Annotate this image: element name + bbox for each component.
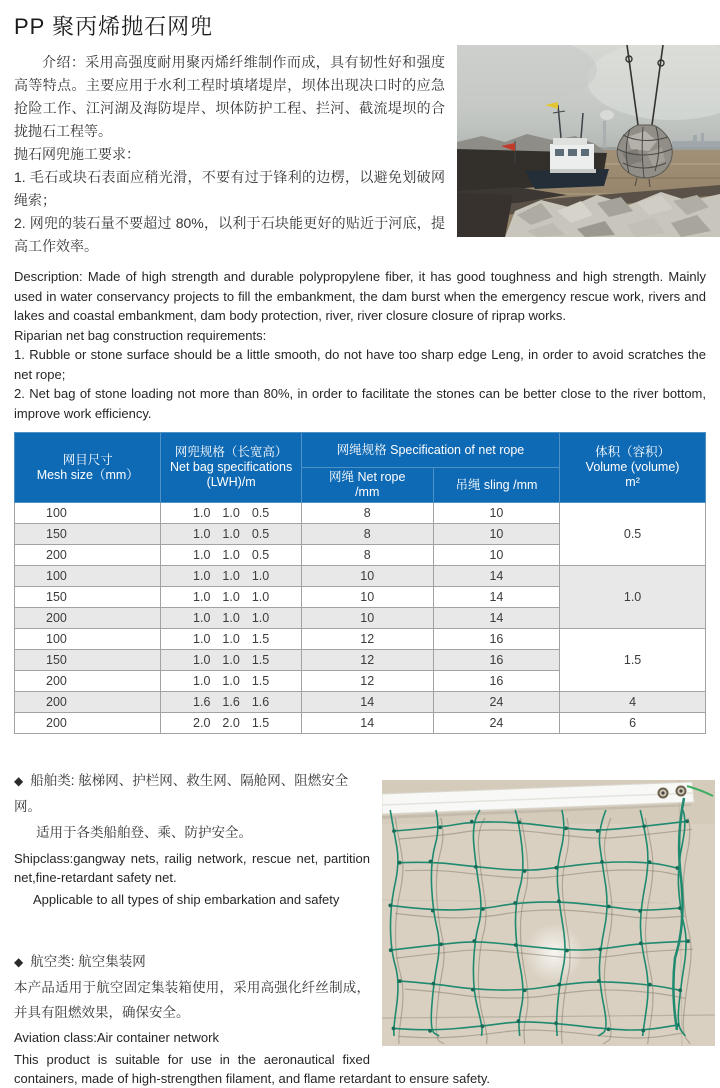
spec-table-body xyxy=(15,503,706,734)
aviation-category-en2: This product is suitable for use in the aeronautical fixed containers, made of high-strengthen filament, and flame retardant to ensure safety. xyxy=(14,1052,490,1086)
mesh-size-cell: 100 xyxy=(15,566,161,587)
net-rope-cell: 12 xyxy=(301,629,433,650)
ship-category-subtitle: 适用于各类船舶登、乘、防护安全。 xyxy=(36,825,252,840)
header-rope-group: 网绳规格 Specification of net rope xyxy=(301,433,559,468)
ship-category-en: Shipclass:gangway nets, railig network, rescue net, partition net,fine-retardant safety net. xyxy=(14,851,370,885)
lwh-cell: 1.0 1.0 0.5 xyxy=(161,545,301,566)
intro-en-p4: 2. Net bag of stone loading not more than 80%, in order to facilitate the stones can be better close to the river bottom, improve work efficiency. xyxy=(14,386,706,421)
spec-table-header xyxy=(15,433,706,503)
mesh-size-cell: 200 xyxy=(15,713,161,734)
sling-cell: 14 xyxy=(433,587,559,608)
categories-section xyxy=(14,768,706,1088)
lwh-cell: 1.0 1.0 1.5 xyxy=(161,629,301,650)
riprap-photo-graphic xyxy=(457,45,720,237)
net-rope-cell: 8 xyxy=(301,545,433,566)
sling-cell: 10 xyxy=(433,524,559,545)
lwh-cell: 1.0 1.0 0.5 xyxy=(161,524,301,545)
sling-cell: 16 xyxy=(433,671,559,692)
spec-row xyxy=(15,713,706,734)
intro-en-p3: 1. Rubble or stone surface should be a little smooth, do not have too sharp edge Leng, in order to avoid scratches the net rope; xyxy=(14,347,706,382)
sling-cell: 14 xyxy=(433,608,559,629)
net-rope-cell: 10 xyxy=(301,608,433,629)
aviation-category-title: ◆ 航空类: 航空集装网 xyxy=(14,954,146,969)
spec-row xyxy=(15,629,706,650)
spec-row xyxy=(15,503,706,524)
intro-en-p1: Description: Made of high strength and durable polypropylene fiber, it has good toughness and high strength. Mainly used in water conservancy projects to fill the embankment, the dam burst when the emergency rescue work, rivers and lakes and coastal embankment, dam body protection, river, river closure closure of riprap works. xyxy=(14,269,706,323)
volume-cell: 0.5 xyxy=(560,503,706,566)
sling-cell: 14 xyxy=(433,566,559,587)
net-rope-cell: 8 xyxy=(301,524,433,545)
lwh-cell: 2.0 2.0 1.5 xyxy=(161,713,301,734)
page-title: PP 聚丙烯抛石网兜 xyxy=(14,14,214,39)
volume-cell: 1.5 xyxy=(560,629,706,692)
net-rope-cell: 14 xyxy=(301,692,433,713)
diamond-bullet-icon: ◆ xyxy=(14,774,24,788)
sling-cell: 16 xyxy=(433,650,559,671)
spec-row xyxy=(15,692,706,713)
lwh-cell: 1.0 1.0 1.5 xyxy=(161,671,301,692)
mesh-size-cell: 150 xyxy=(15,524,161,545)
intro-zh-p4: 2. 网兜的装石量不要超过 80%，以利于石块能更好的贴近于河底，提高工作效率。 xyxy=(14,215,445,254)
intro-section xyxy=(14,51,706,423)
header-bag-spec: 网兜规格（长宽高） Net bag specifications (LWH)/m xyxy=(161,433,301,503)
spec-row xyxy=(15,566,706,587)
mesh-size-cell: 200 xyxy=(15,545,161,566)
sling-cell: 24 xyxy=(433,692,559,713)
mesh-size-cell: 150 xyxy=(15,587,161,608)
ship-category-title: ◆ 船舶类: 舷梯网、护栏网、救生网、隔舱网、阻燃安全网。 xyxy=(14,773,349,814)
lwh-cell: 1.0 1.0 1.5 xyxy=(161,650,301,671)
intro-zh-p1: 介绍：采用高强度耐用聚丙烯纤维制作而成，具有韧性好和强度高等特点。主要应用于水利工程时填堵堤岸，坝体出现决口时的应急抢险工作、江河湖及海防堤岸、坝体防护工程、拦河、截流堤坝的合拢抛石工程等。 xyxy=(14,54,445,139)
sling-cell: 24 xyxy=(433,713,559,734)
net-rope-cell: 14 xyxy=(301,713,433,734)
header-sling: 吊绳 sling /mm xyxy=(433,468,559,503)
net-rope-cell: 8 xyxy=(301,503,433,524)
header-mesh-size: 网目尺寸 Mesh size（mm） xyxy=(15,433,161,503)
sling-cell: 10 xyxy=(433,545,559,566)
mesh-size-cell: 150 xyxy=(15,650,161,671)
lwh-cell: 1.0 1.0 1.0 xyxy=(161,608,301,629)
lwh-cell: 1.0 1.0 1.0 xyxy=(161,587,301,608)
volume-cell: 1.0 xyxy=(560,566,706,629)
volume-cell: 6 xyxy=(560,713,706,734)
intro-en-p2: Riparian net bag construction requirements: xyxy=(14,327,267,343)
net-rope-cell: 10 xyxy=(301,566,433,587)
net-rope-cell: 12 xyxy=(301,671,433,692)
mesh-size-cell: 100 xyxy=(15,629,161,650)
net-rope-cell: 12 xyxy=(301,650,433,671)
header-net-rope: 网绳 Net rope /mm xyxy=(301,468,433,503)
lwh-cell: 1.6 1.6 1.6 xyxy=(161,692,301,713)
container-net-photo xyxy=(382,780,715,1046)
sling-cell: 16 xyxy=(433,629,559,650)
mesh-size-cell: 100 xyxy=(15,503,161,524)
mesh-size-cell: 200 xyxy=(15,692,161,713)
lwh-cell: 1.0 1.0 0.5 xyxy=(161,503,301,524)
intro-zh-p3: 1. 毛石或块石表面应稍光滑，不要有过于锋利的边楞，以避免划破网绳索； xyxy=(14,169,445,208)
intro-zh-p2: 抛石网兜施工要求： xyxy=(14,146,140,162)
net-photo-graphic xyxy=(382,780,715,1046)
aviation-category-body: 本产品适用于航空固定集装箱使用，采用高强化纤丝制成，并具有阻燃效果，确保安全。 xyxy=(14,980,370,1020)
net-rope-cell: 10 xyxy=(301,587,433,608)
header-volume: 体积（容积） Volume (volume) m² xyxy=(560,433,706,503)
riprap-lifting-photo xyxy=(457,45,720,237)
mesh-size-cell: 200 xyxy=(15,608,161,629)
ship-category-en2: Applicable to all types of ship embarkation and safety xyxy=(33,892,340,907)
volume-cell: 4 xyxy=(560,692,706,713)
mesh-size-cell: 200 xyxy=(15,671,161,692)
sling-cell: 10 xyxy=(433,503,559,524)
spec-table xyxy=(14,432,706,734)
aviation-category-en: Aviation class:Air container network xyxy=(14,1030,219,1045)
diamond-bullet-icon: ◆ xyxy=(14,955,24,969)
lwh-cell: 1.0 1.0 1.0 xyxy=(161,566,301,587)
